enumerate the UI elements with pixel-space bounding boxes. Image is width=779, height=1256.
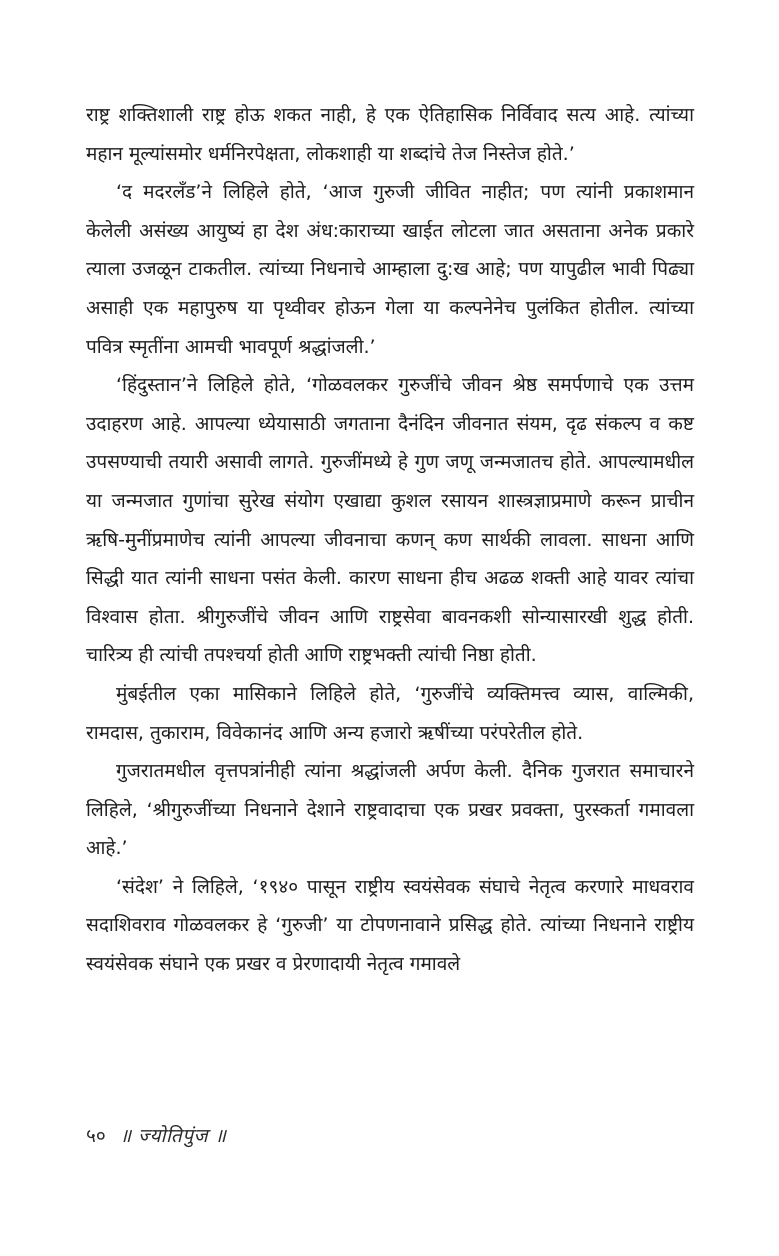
paragraph-motherland-quote: ‘द मदरलँड’ने लिहिले होते, ‘आज गुरुजी जीवित नाहीत; पण त्यांनी प्रकाशमान केलेली असंख्य आयुष्यं हा देश अंध:काराच्या खाईत लोटला जात असताना अनेक प्रकारे त्याला उजळून टाकतील. त्यांच्या निधनाचे आम्हाला दु:ख आहे; पण यापुढील भावी पिढ्या असाही एक महापुरुष या पृथ्वीवर होऊन गेला या कल्पनेनेच पुलंकित होतील. त्यांच्या पवित्र स्मृतींना आमची भावपूर्ण श्रद्धांजली.’ (86, 181, 694, 358)
paragraph-gujarat-newspapers: गुजरातमधील वृत्तपत्रांनीही त्यांना श्रद्धांजली अर्पण केली. दैनिक गुजरात समाचारने लिहिले, ‘श्रीगुरुजींच्या निधनाने देशाने राष्ट्रवादाचा एक प्रखर प्रवक्ता, पुरस्कर्ता गमावला आहे.’ (86, 760, 694, 860)
paragraph-mumbai-magazine-quote: मुंबईतील एका मासिकाने लिहिले होते, ‘गुरुजींचे व्यक्तिमत्त्व व्यास, वाल्मिकी, रामदास, तुकाराम, विवेकानंद आणि अन्य हजारो ऋषींच्या परंपरेतील होते. (86, 682, 694, 744)
page-number: ५० (86, 1125, 106, 1147)
page-body (86, 96, 694, 984)
paragraph-continuation: राष्ट्र शक्तिशाली राष्ट्र होऊ शकत नाही, हे एक ऐतिहासिक निर्विवाद सत्य आहे. त्यांच्या महान मूल्यांसमोर धर्मनिरपेक्षता, लोकशाही या शब्दांचे तेज निस्तेज होते.’ (86, 104, 694, 165)
paragraph-hindustan-quote: ‘हिंदुस्तान’ने लिहिले होते, ‘गोळवलकर गुरुजींचे जीवन श्रेष्ठ समर्पणाचे एक उत्तम उदाहरण आहे. आपल्या ध्येयासाठी जगताना दैनंदिन जीवनात संयम, दृढ संकल्प व कष्ट उपसण्याची तयारी असावी लागते. गुरुजींमध्ये हे गुण जणू जन्मजातच होते. आपल्यामधील या जन्मजात गुणांचा सुरेख संयोग एखाद्या कुशल रसायन शास्त्रज्ञाप्रमाणे करून प्राचीन ऋषि-मुनींप्रमाणेच त्यांनी आपल्या जीवनाचा कणन् कण सार्थकी लावला. साधना आणि सिद्धी यात त्यांनी साधना पसंत केली. कारण साधना हीच अढळ शक्ती आहे यावर त्यांचा विश्वास होता. श्रीगुरुजींचे जीवन आणि राष्ट्रसेवा बावनकशी सोन्यासारखी शुद्ध होती. चारित्र्य ही त्यांची तपश्चर्या होती आणि राष्ट्रभक्ती त्यांची निष्ठा होती. (86, 374, 694, 667)
book-title: ॥ ज्योतिपुंज ॥ (119, 1125, 227, 1147)
paragraph-sandesh-quote: ‘संदेश’ ने लिहिले, ‘१९४० पासून राष्ट्रीय स्वयंसेवक संघाचे नेतृत्व करणारे माधवराव सदाशिवराव गोळवलकर हे ‘गुरुजी’ या टोपणनावाने प्रसिद्ध होते. त्यांच्या निधनाने राष्ट्रीय स्वयंसेवक संघाने एक प्रखर व प्रेरणादायी नेतृत्व गमावले (86, 875, 694, 976)
page-footer (86, 1120, 227, 1150)
